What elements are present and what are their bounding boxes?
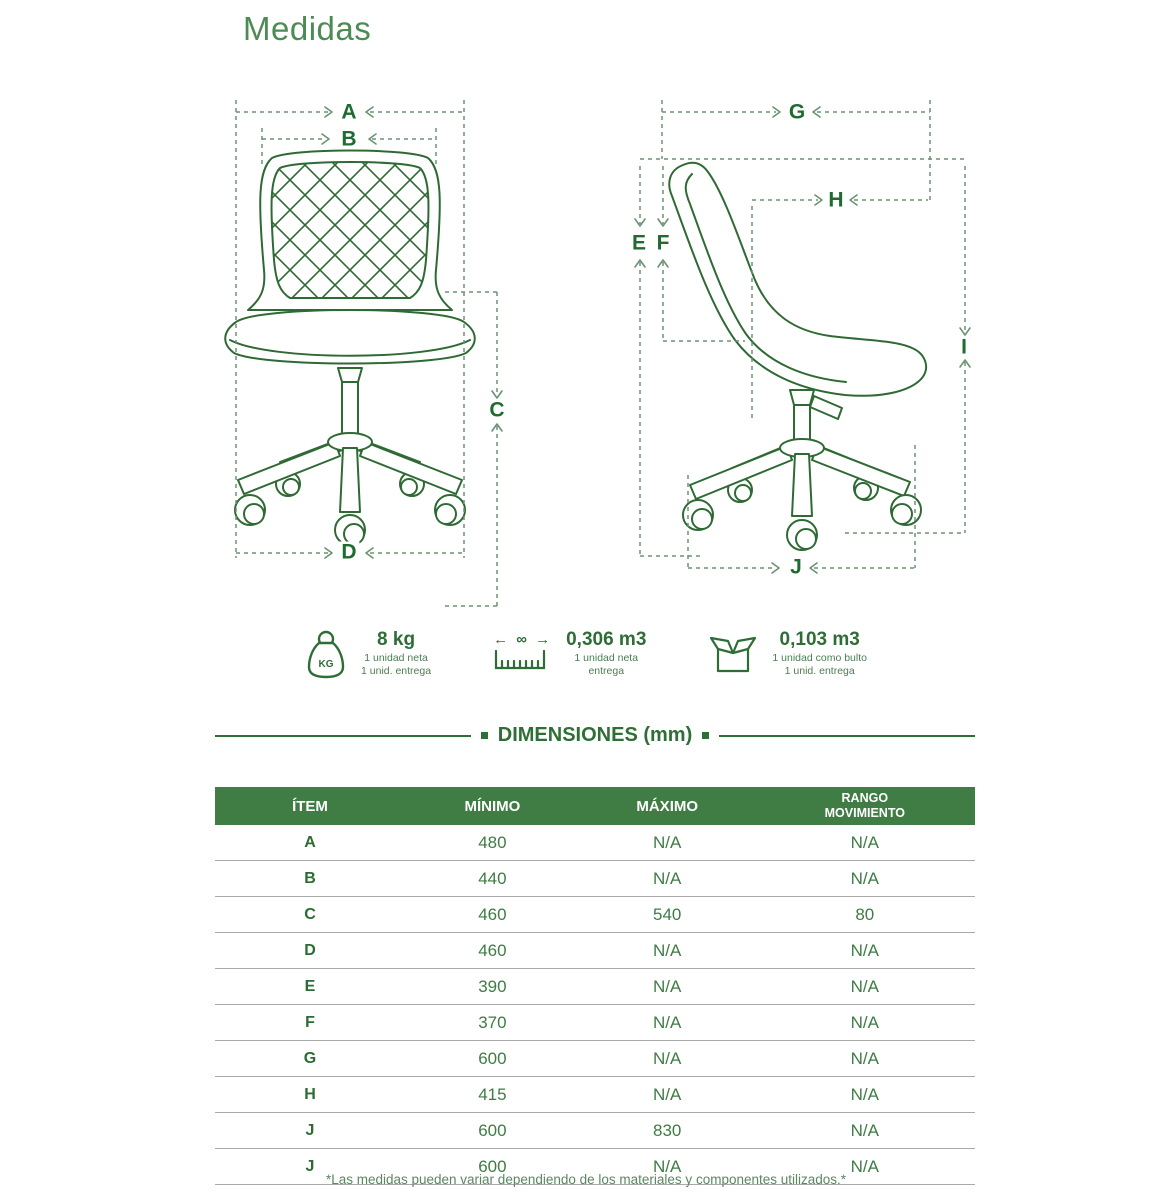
- dim-label-c: C: [486, 400, 507, 421]
- weight-info: [305, 629, 431, 679]
- dim-label-j: J: [787, 557, 805, 578]
- dim-label-b: B: [338, 129, 359, 150]
- footnote: *Las medidas pueden variar dependiendo de los materiales y componentes utilizados.*: [325, 1172, 847, 1187]
- min-cell: 460: [405, 897, 580, 933]
- infinity-arrows-caption: ← ∞ →: [493, 631, 553, 649]
- dim-label-e: E: [629, 233, 649, 254]
- header-maximo: MÁXIMO: [580, 787, 755, 825]
- item-cell: E: [215, 969, 405, 1005]
- min-cell: 460: [405, 933, 580, 969]
- product-volume-sub1: 1 unidad neta: [574, 651, 639, 664]
- item-cell: D: [215, 933, 405, 969]
- open-box-icon: [708, 629, 758, 679]
- min-cell: 440: [405, 861, 580, 897]
- range-cell: N/A: [755, 1077, 975, 1113]
- range-cell: N/A: [755, 825, 975, 861]
- max-cell: N/A: [580, 825, 755, 861]
- dimensions-table: [215, 787, 975, 1185]
- table-row: [215, 933, 975, 969]
- product-volume-info: [493, 629, 646, 679]
- table-row: [215, 1113, 975, 1149]
- kg-icon-label: KG: [318, 659, 334, 671]
- item-cell: F: [215, 1005, 405, 1041]
- dimensions-section-divider: [215, 724, 975, 747]
- weight-sub2: 1 unid. entrega: [361, 665, 432, 678]
- volume-ruler-icon: [493, 647, 547, 671]
- max-cell: 540: [580, 897, 755, 933]
- max-cell: 830: [580, 1113, 755, 1149]
- min-cell: 415: [405, 1077, 580, 1113]
- item-cell: J: [215, 1149, 405, 1185]
- dim-label-d: D: [338, 542, 359, 563]
- dim-label-i: I: [958, 337, 970, 358]
- dim-label-a: A: [338, 102, 359, 123]
- max-cell: N/A: [580, 861, 755, 897]
- min-cell: 600: [405, 1149, 580, 1185]
- min-cell: 600: [405, 1041, 580, 1077]
- min-cell: 480: [405, 825, 580, 861]
- header-item: ÍTEM: [215, 787, 405, 825]
- dimensions-section-title: DIMENSIONES (mm): [497, 724, 693, 746]
- range-cell: 80: [755, 897, 975, 933]
- table-row: [215, 969, 975, 1005]
- max-cell: N/A: [580, 1005, 755, 1041]
- min-cell: 390: [405, 969, 580, 1005]
- header-rango-movimiento: RANGO MOVIMIENTO: [755, 787, 975, 825]
- divider-rule-right: [719, 735, 975, 737]
- package-volume-value: 0,103 m3: [779, 629, 860, 650]
- product-volume-sub2: entrega: [588, 665, 625, 678]
- table-row: [215, 897, 975, 933]
- dim-label-h: H: [825, 190, 846, 211]
- dim-label-g: G: [786, 102, 808, 123]
- range-cell: N/A: [755, 969, 975, 1005]
- max-cell: N/A: [580, 1041, 755, 1077]
- table-header-row: [215, 787, 975, 825]
- item-cell: H: [215, 1077, 405, 1113]
- page-title: Medidas: [243, 10, 372, 47]
- min-cell: 370: [405, 1005, 580, 1041]
- divider-rule-left: [215, 735, 471, 737]
- dim-label-f: F: [654, 233, 673, 254]
- divider-square-right: [702, 732, 709, 739]
- item-cell: C: [215, 897, 405, 933]
- table-row: [215, 861, 975, 897]
- package-volume-sub2: 1 unid. entrega: [784, 665, 855, 678]
- table-row: [215, 1005, 975, 1041]
- range-cell: N/A: [755, 1113, 975, 1149]
- min-cell: 600: [405, 1113, 580, 1149]
- header-minimo: MÍNIMO: [405, 787, 580, 825]
- product-volume-value: 0,306 m3: [566, 629, 647, 650]
- item-cell: B: [215, 861, 405, 897]
- range-cell: N/A: [755, 861, 975, 897]
- range-cell: N/A: [755, 933, 975, 969]
- weight-kg-icon: [305, 629, 347, 679]
- table-row: [215, 1077, 975, 1113]
- max-cell: N/A: [580, 1077, 755, 1113]
- item-cell: A: [215, 825, 405, 861]
- item-cell: J: [215, 1113, 405, 1149]
- range-cell: N/A: [755, 1005, 975, 1041]
- package-info-row: [0, 629, 1172, 679]
- weight-sub1: 1 unidad neta: [364, 651, 428, 664]
- divider-square-left: [481, 732, 488, 739]
- range-cell: N/A: [755, 1149, 975, 1185]
- table-row: [215, 1041, 975, 1077]
- package-volume-info: [708, 629, 867, 679]
- table-row: [215, 825, 975, 861]
- item-cell: G: [215, 1041, 405, 1077]
- range-cell: N/A: [755, 1041, 975, 1077]
- weight-value: 8 kg: [377, 629, 416, 650]
- max-cell: N/A: [580, 1149, 755, 1185]
- package-volume-sub1: 1 unidad como bulto: [772, 651, 867, 664]
- max-cell: N/A: [580, 969, 755, 1005]
- max-cell: N/A: [580, 933, 755, 969]
